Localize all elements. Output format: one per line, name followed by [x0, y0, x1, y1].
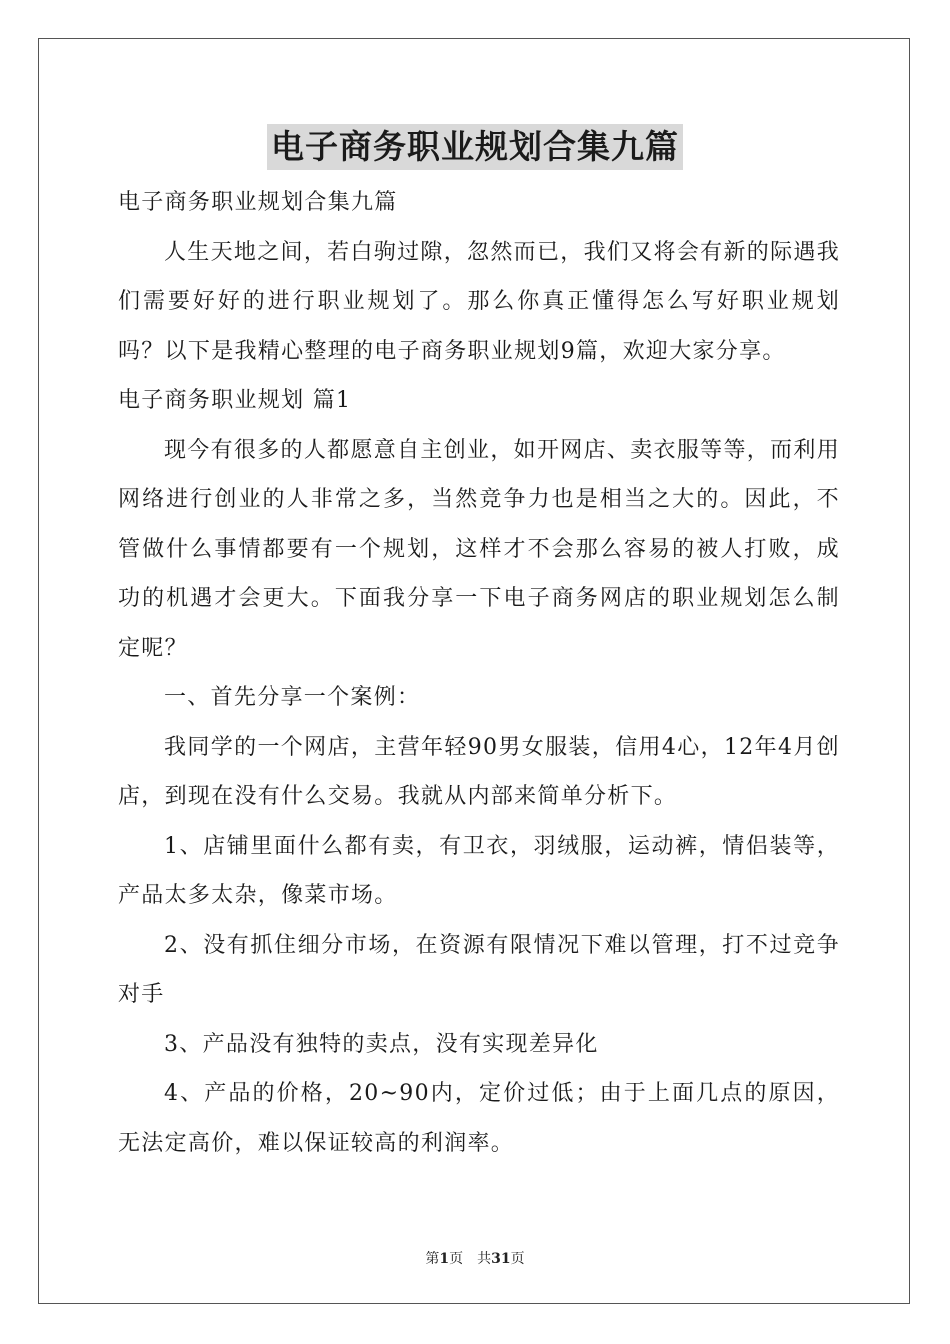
total-prefix: 共 [477, 1251, 492, 1267]
document-body [118, 178, 840, 1168]
paragraph-body: 现今有很多的人都愿意自主创业，如开网店、卖衣服等等，而利用网络进行创业的人非常之多，当然竞争力也是相当之大的。因此，不管做什么事情都要有一个规划，这样才不会那么容易的被人打败，成功的机遇才会更大。下面我分享一下电子商务网店的职业规划怎么制定呢？ [118, 437, 840, 661]
paragraph-case-description: 我同学的一个网店，主营年轻90男女服装，信用4心，12年4月创店，到现在没有什么交易。我就从内部来简单分析下。 [118, 734, 840, 809]
paragraph-list-item-4: 4、产品的价格，20~90内，定价过低；由于上面几点的原因，无法定高价，难以保证较高的利润率。 [118, 1081, 840, 1156]
current-page-number: 1 [439, 1251, 450, 1267]
total-page-count: 31 [491, 1251, 511, 1267]
document-title-wrapper [0, 124, 950, 170]
page-suffix: 页 [449, 1251, 464, 1267]
page-footer [0, 1248, 950, 1268]
paragraph-intro: 人生天地之间，若白驹过隙，忽然而已，我们又将会有新的际遇我们需要好好的进行职业规划了。那么你真正懂得怎么写好职业规划吗？以下是我精心整理的电子商务职业规划9篇，欢迎大家分享。 [118, 239, 840, 364]
document-title: 电子商务职业规划合集九篇 [267, 124, 683, 170]
page-prefix: 第 [425, 1251, 440, 1267]
paragraph-list-item-2: 2、没有抓住细分市场，在资源有限情况下难以管理，打不过竞争对手 [118, 932, 840, 1007]
paragraph-section-heading: 电子商务职业规划 篇1 [118, 388, 352, 413]
total-suffix: 页 [510, 1251, 525, 1267]
paragraph-list-item-1: 1、店铺里面什么都有卖，有卫衣，羽绒服，运动裤，情侣装等，产品太多太杂，像菜市场。 [118, 833, 840, 908]
paragraph-case-heading: 一、首先分享一个案例： [164, 685, 421, 710]
paragraph-subtitle: 电子商务职业规划合集九篇 [118, 190, 398, 215]
paragraph-list-item-3: 3、产品没有独特的卖点，没有实现差异化 [164, 1031, 599, 1057]
